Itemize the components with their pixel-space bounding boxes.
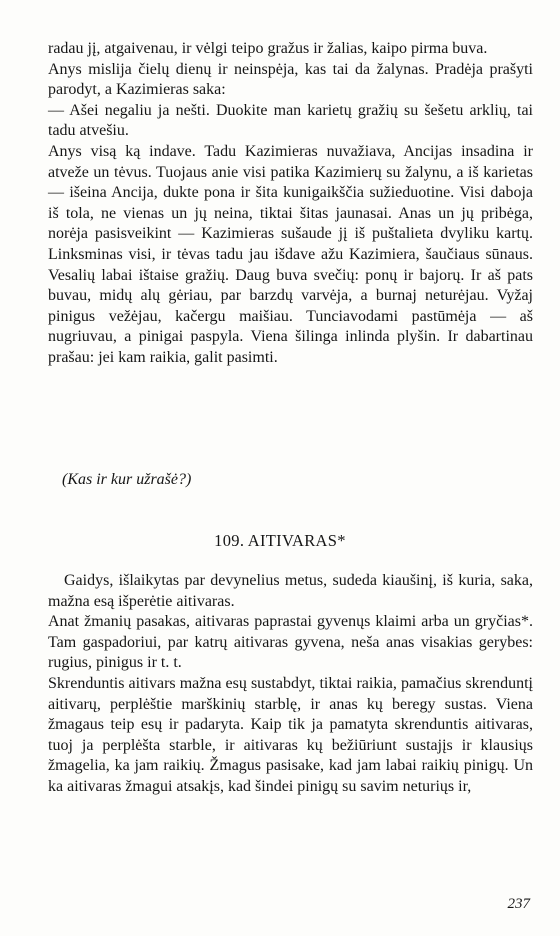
paragraph: Anys visą ką indave. Tadu Kazimieras nuvažiava, Ancijas insadina ir atveže un tėvus. Tuojaus anie visi patika Kazimierų su žalynu, a iš karietas — išeina Ancija, dukte pona ir šita kunigaikščia sužieduotine. Visi daboja iš tola, ne vienas un jų neina, tiktai šitas jaunasai. Anas un jų pribėga, norėja pasisveikint — Kazimieras sušaude jį iš puštalieta dvyliku kartų. Linksminas visi, ir tėvas tadu jau išdave ažu Kazimiera, šaučiaus sūnaus. Vesalių labai ištaise gražių. Daug buva svečių: ponų ir bajorų. Ir aš pats buvau, midų alų gėriau, par barzdų varvėja, a burnaj neturėjau. Vyžaj pinigus vežėjau, kačergu maišiau. Tunciavodami pastūmėja — aš nugriuvau, a pinigai paspyla. Viena šilinga inlinda plyšin. Ir dabartinau prašau: jei kam raikia, galit pasimti. — [48, 142, 533, 366]
page-number: 237 — [507, 896, 530, 912]
paragraph: Gaidys, išlaikytas par devynelius metus, sudeda kiaušinį, iš kuria, saka, mažna esą išperėtie aitivaras. — [48, 572, 533, 610]
paragraph: — Ašei negaliu ja nešti. Duokite man karietų gražių su šešetu arklių, tai tadu atvešiu. — [48, 101, 533, 140]
paragraph: radau jį, atgaivenau, ir vėlgi teipo gražus ir žalias, kaipo pirma buva. — [48, 40, 488, 57]
source-note: (Kas ir kur užrašė?) — [62, 471, 192, 488]
paragraph: Anys mislija čielų dienų ir neinspėja, kas tai da žalynas. Pradėja prašyti parodyt, a Kazimieras saka: — [48, 60, 533, 99]
paragraph: Anat žmanių pasakas, aitivaras paprastai gyvenųs klaimi arba un gryčias*. Tam gaspadoriui, par katrų aitivaras gyvena, neša anas visakias gerybes: rugius, pinigus ir t. t. — [48, 613, 533, 672]
paragraph: Skrenduntis aitivars mažna esų sustabdyt, tiktai raikia, pamačius skrenduntį aitivarų, perplėštie marškinių starblę, ir anas kų beregy sustas. Viena žmagaus teip esų ir padaryta. Kaip tik ja pamatyta skrenduntis aitivaras, tuoj ja perplėšta starble, ir aitivaras kų bežiūriunt sustajįs ir klausiųs žmagelia, ka jam raikių. Žmagus pasisake, kad jam labai raikių pinigų. Un ka aitivaras žmagui atsakįs, kad šindei pinigų su savim neturiųs ir, — [48, 674, 533, 795]
text-block-bottom — [48, 571, 533, 798]
section-heading: 109. AITIVARAS* — [214, 531, 346, 550]
text-block-top — [48, 39, 533, 369]
